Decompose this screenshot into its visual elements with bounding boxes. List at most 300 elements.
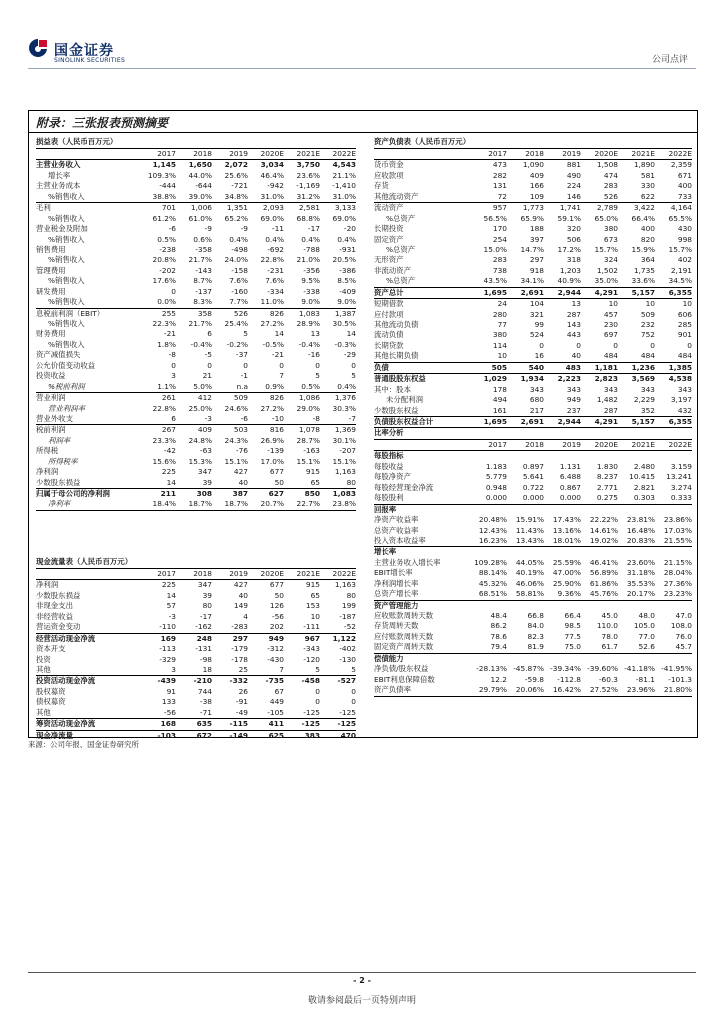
cell-value: 915 <box>305 467 320 477</box>
cell-value: 850 <box>304 489 320 498</box>
cell-value: 237 <box>566 405 581 415</box>
cell-value: -788 <box>303 244 320 254</box>
row-label: 现金净流量 <box>36 730 73 740</box>
row-label: 营运资金变动 <box>36 622 81 632</box>
cell-value: -81.1 <box>635 674 655 684</box>
cell-value: 0 <box>351 697 356 707</box>
table-row <box>36 708 356 719</box>
cell-value: 20.48% <box>478 515 507 525</box>
cell-value: 473 <box>492 160 507 170</box>
cell-value: 10 <box>310 611 320 621</box>
year-header: 2022E <box>332 569 356 578</box>
cell-value: 2,359 <box>670 160 692 170</box>
row-label: %销售收入 <box>48 339 85 349</box>
row-label: 普通股股东权益 <box>374 374 426 384</box>
cell-value: -356 <box>303 265 320 275</box>
cell-value: 0 <box>351 686 356 696</box>
row-label: 税前利润 <box>36 425 66 435</box>
cell-value: -332 <box>229 676 248 686</box>
cell-value: 65.5% <box>668 213 692 223</box>
cell-value <box>544 601 581 611</box>
cell-value: 65 <box>310 590 320 600</box>
cell-value: 14 <box>166 590 176 600</box>
cell-value: -3 <box>204 413 212 423</box>
cell-value: 2,789 <box>596 203 618 213</box>
cell-value: -112.8 <box>557 674 581 684</box>
row-label: %销售收入 <box>48 234 85 244</box>
cell-value: 0.4% <box>229 234 248 244</box>
cell-value: 0 <box>687 340 692 350</box>
table-row <box>374 255 692 265</box>
table-row <box>374 611 692 621</box>
row-label: 增长率 <box>374 547 397 557</box>
balance-year-header <box>374 149 692 160</box>
footer-rule <box>28 972 696 973</box>
year-header: 2021E <box>296 569 320 578</box>
table-row <box>374 320 692 330</box>
cell-value: -3 <box>168 611 176 621</box>
cell-value: 40.9% <box>557 276 581 286</box>
cell-value: 7.6% <box>229 276 248 286</box>
cell-value: 23.86% <box>663 515 692 525</box>
cell-value: 5 <box>315 371 320 381</box>
cell-value <box>470 451 507 461</box>
cell-value: 65.9% <box>520 213 544 223</box>
table-row <box>36 382 356 393</box>
row-label: 少数股东损益 <box>36 590 81 600</box>
cell-value: 635 <box>196 719 212 729</box>
cell-value: 27.52% <box>589 685 618 695</box>
row-label: 每股经营现金净流 <box>374 482 434 492</box>
cell-value: 15.3% <box>188 456 212 466</box>
table-row <box>374 214 692 224</box>
cell-value <box>655 547 692 557</box>
cell-value: 45.0 <box>601 611 618 620</box>
cash-flow-table <box>36 557 356 741</box>
table-row <box>374 547 692 557</box>
cell-value: -45.87% <box>513 664 544 674</box>
cell-value: 5.0% <box>193 381 212 391</box>
cell-value: 15.1% <box>224 456 248 466</box>
cell-value: 166 <box>529 181 544 191</box>
table-row <box>374 664 692 674</box>
row-label: 资产管理能力 <box>374 600 419 610</box>
cell-value: 22.7% <box>296 499 320 509</box>
cell-value: 169 <box>160 633 176 643</box>
cell-value: 7 <box>279 371 284 381</box>
cell-value: -7 <box>348 413 356 423</box>
table-row <box>36 601 356 611</box>
row-label: 长期投资 <box>374 224 404 234</box>
cell-value: -76 <box>235 446 248 456</box>
cell-value: 225 <box>161 467 176 477</box>
cell-value: -98 <box>199 654 212 664</box>
row-label: 净负债/股东权益 <box>374 664 429 674</box>
cell-value: 21.7% <box>188 319 212 328</box>
cell-value: 5.641 <box>522 472 544 482</box>
cell-value: 40 <box>238 590 248 600</box>
page-number: - 2 - <box>353 976 371 985</box>
cell-value: 400 <box>677 181 692 191</box>
cell-value: 671 <box>677 170 692 180</box>
table-row <box>374 685 692 696</box>
year-header: 2017 <box>157 149 176 158</box>
cell-value: 5 <box>243 329 248 339</box>
disclaimer: 敬请参阅最后一页特别声明 <box>307 996 416 1006</box>
row-label: 所得税率 <box>48 456 78 466</box>
cell-value: 320 <box>566 224 581 234</box>
cell-value: -60.3 <box>598 674 618 684</box>
cell-value: 109 <box>529 191 544 201</box>
cell-value: 6 <box>207 329 212 339</box>
cell-value: 211 <box>160 489 176 498</box>
cell-value: 1.183 <box>485 461 507 471</box>
cell-value: 24.6% <box>224 403 248 413</box>
cell-value: 10 <box>608 299 618 309</box>
cell-value: 15.91% <box>515 515 544 525</box>
cell-value: 0 <box>576 340 581 350</box>
cell-value: 17.43% <box>552 515 581 525</box>
cell-value: 402 <box>677 255 692 265</box>
cell-value: 297 <box>529 255 544 265</box>
cell-value: 503 <box>233 425 248 435</box>
cell-value: 701 <box>161 203 176 213</box>
cell-value: -312 <box>267 644 284 654</box>
row-label: 所得税 <box>36 446 59 456</box>
cell-value: 358 <box>197 308 212 318</box>
cell-value: 673 <box>603 234 618 244</box>
cell-value: 7.6% <box>265 276 284 286</box>
cell-value: 30.3% <box>332 403 356 413</box>
cell-value: 1,122 <box>332 633 356 643</box>
cell-value: 816 <box>269 425 284 435</box>
cell-value: -21 <box>271 350 284 360</box>
table-row <box>36 644 356 654</box>
cell-value: 14.61% <box>589 525 618 535</box>
cell-value: 50 <box>274 477 284 487</box>
cell-value: 24 <box>497 299 507 309</box>
cell-value: 330 <box>640 181 655 191</box>
cell-value <box>507 505 544 515</box>
row-label: 流动资产 <box>374 203 404 213</box>
cell-value: 411 <box>268 719 284 729</box>
cell-value: 224 <box>566 181 581 191</box>
cell-value: -329 <box>159 654 176 664</box>
cell-value: 40 <box>571 351 581 361</box>
cell-value: 27.2% <box>260 403 284 413</box>
cell-value: 20.7% <box>260 499 284 509</box>
table-row <box>374 536 692 547</box>
cell-value: -21 <box>163 329 176 339</box>
cell-value: -430 <box>267 654 284 664</box>
cell-value: 5 <box>351 664 356 674</box>
cell-value: -644 <box>195 181 212 191</box>
cell-value: 3,034 <box>260 160 284 170</box>
cell-value: 0.4% <box>337 234 356 244</box>
row-label: %总资产 <box>386 276 416 286</box>
row-label: 毛利 <box>36 203 51 213</box>
table-row <box>36 287 356 297</box>
cell-value: 540 <box>528 362 544 372</box>
table-row <box>36 171 356 181</box>
cell-value: 10.415 <box>629 472 655 482</box>
cell-value: 23.81% <box>626 515 655 525</box>
cell-value: -334 <box>267 286 284 296</box>
cell-value: 24.3% <box>224 435 248 445</box>
cell-value: 1.8% <box>157 339 176 349</box>
cell-value: 0.4% <box>265 234 284 244</box>
header-spacer <box>374 149 470 159</box>
cell-value: 15.1% <box>332 456 356 466</box>
cell-value: 490 <box>566 170 581 180</box>
brand-name-en: SINOLINK SECURITIES <box>54 57 126 64</box>
cell-value: 0.948 <box>485 482 507 492</box>
cell-value: 0 <box>171 360 176 370</box>
table-row <box>36 580 356 590</box>
table-row <box>36 612 356 622</box>
cell-value: 283 <box>492 255 507 265</box>
cell-value: 1,236 <box>631 362 655 372</box>
cell-value <box>507 547 544 557</box>
cell-value <box>655 505 692 515</box>
cell-value: 31.0% <box>332 191 356 201</box>
balance-title: 资产负债表（人民币百万元） <box>374 137 692 149</box>
cell-value: 0 <box>207 360 212 370</box>
cell-value: -91 <box>235 697 248 707</box>
row-label: 投资收益 <box>36 371 66 381</box>
cell-value <box>655 451 692 461</box>
cell-value: 25.4% <box>224 319 248 328</box>
cell-value: 738 <box>492 265 507 275</box>
year-header: 2017 <box>488 149 507 158</box>
cell-value: 21.1% <box>332 170 356 180</box>
cell-value: 31.0% <box>260 191 284 201</box>
cell-value: 998 <box>677 234 692 244</box>
cell-value: 2,581 <box>298 203 320 213</box>
cell-value: 91 <box>166 686 176 696</box>
table-row <box>36 309 356 319</box>
cell-value: 18.4% <box>152 499 176 509</box>
table-row <box>374 675 692 685</box>
cell-value: 324 <box>603 255 618 265</box>
table-row <box>374 203 692 213</box>
cell-value: 8.237 <box>596 472 618 482</box>
year-header: 2022E <box>668 149 692 158</box>
cell-value: 2,223 <box>557 374 581 384</box>
cell-value: 72 <box>497 191 507 201</box>
cell-value: 1,086 <box>298 393 320 403</box>
cell-value: 1.830 <box>596 461 618 471</box>
cell-value <box>618 451 655 461</box>
row-label: 净利率 <box>48 499 71 509</box>
cell-value: -231 <box>267 265 284 275</box>
cell-value: 48.4 <box>490 611 507 620</box>
cell-value: -942 <box>267 181 284 191</box>
cell-value: 5 <box>315 664 320 674</box>
cell-value: 109.3% <box>147 170 176 180</box>
cell-value: 146 <box>566 191 581 201</box>
cell-value: 27.2% <box>260 319 284 328</box>
row-label: 资产减值损失 <box>36 350 81 360</box>
row-label: 非流动资产 <box>374 265 411 275</box>
table-row <box>374 363 692 374</box>
cell-value: 409 <box>529 170 544 180</box>
cell-value: -37 <box>235 350 248 360</box>
cell-value: 46.06% <box>515 578 544 588</box>
year-header: 2018 <box>193 569 212 578</box>
row-label: 应收款项 <box>374 170 404 180</box>
cell-value: 168 <box>160 719 176 729</box>
cell-value: 255 <box>161 308 176 318</box>
cell-value: -56 <box>271 611 284 621</box>
cell-value: 0.867 <box>559 482 581 492</box>
cell-value: 25 <box>238 664 248 674</box>
year-header: 2021E <box>296 149 320 158</box>
cell-value: 427 <box>233 467 248 477</box>
cell-value: 12.43% <box>478 525 507 535</box>
cell-value: 318 <box>566 255 581 265</box>
cell-value: -10 <box>271 413 284 423</box>
cell-value: 3 <box>171 664 176 674</box>
table-row <box>374 654 692 664</box>
cell-value <box>655 601 692 611</box>
cell-value: -149 <box>229 730 248 740</box>
row-label: 少数股东损益 <box>36 477 81 487</box>
cell-value: 28.9% <box>296 319 320 328</box>
row-label: 利润率 <box>48 435 71 445</box>
cell-value: 470 <box>340 730 356 740</box>
cell-value <box>544 547 581 557</box>
table-row <box>36 160 356 170</box>
cell-value: 0.0% <box>157 297 176 307</box>
cell-value: 14 <box>346 329 356 339</box>
cell-value: 13.241 <box>666 472 692 482</box>
cell-value: 44.05% <box>515 557 544 567</box>
cell-value: 1,351 <box>226 203 248 213</box>
row-label: 其他流动负债 <box>374 320 419 329</box>
cell-value: -125 <box>337 719 356 729</box>
cell-value: 308 <box>196 489 212 498</box>
cell-value: 34.5% <box>668 276 692 286</box>
cell-value: 3 <box>171 371 176 381</box>
cell-value: -115 <box>229 719 248 729</box>
cashflow-title: 现金流量表（人民币百万元） <box>36 557 356 569</box>
cell-value <box>618 505 655 515</box>
table-row <box>374 568 692 578</box>
cell-value: 0.000 <box>485 493 507 503</box>
cell-value: 170 <box>492 224 507 234</box>
cell-value: -39.60% <box>587 664 618 674</box>
cell-value: 2,944 <box>557 287 581 297</box>
cell-value: 21.7% <box>188 255 212 265</box>
table-row <box>36 404 356 414</box>
cell-value: 59.1% <box>557 213 581 223</box>
income-title: 损益表（人民币百万元） <box>36 137 356 149</box>
cell-value: 1,482 <box>596 395 618 405</box>
row-label: 偿债能力 <box>374 653 404 663</box>
cell-value <box>618 654 655 664</box>
cell-value: 19.02% <box>589 535 618 545</box>
header-rule <box>28 68 696 69</box>
cell-value: 625 <box>268 730 284 740</box>
row-label: 债权募资 <box>36 697 66 707</box>
cell-value: 526 <box>233 308 248 318</box>
cell-value: 752 <box>640 330 655 340</box>
cell-value: 230 <box>603 320 618 329</box>
cell-value: -49 <box>235 707 248 717</box>
cell-value: -1 <box>240 371 248 381</box>
cell-value <box>470 547 507 557</box>
cell-value: -29 <box>343 350 356 360</box>
table-row <box>36 655 356 665</box>
cell-value: 67 <box>274 686 284 696</box>
cell-value: 680 <box>529 395 544 405</box>
table-row <box>374 526 692 536</box>
table-row <box>374 192 692 203</box>
cell-value: 1,773 <box>522 203 544 213</box>
cell-value: 5,157 <box>631 416 655 426</box>
cell-value: 1,203 <box>559 265 581 275</box>
cell-value: 13 <box>571 299 581 309</box>
cell-value: -17 <box>307 224 320 234</box>
cell-value: 23.3% <box>152 435 176 445</box>
cell-value: 0.303 <box>633 493 655 503</box>
cell-value: 66.4 <box>564 611 581 620</box>
cell-value: 46.4% <box>260 170 284 180</box>
cell-value: 2,691 <box>520 287 544 297</box>
cell-value: 22.3% <box>152 319 176 328</box>
cell-value: 443 <box>566 330 581 340</box>
cell-value: 1,741 <box>559 203 581 213</box>
cell-value: 427 <box>233 580 248 590</box>
cell-value: 0 <box>279 360 284 370</box>
cell-value: 61.2% <box>152 213 176 223</box>
cell-value: 509 <box>233 393 248 403</box>
cell-value: 44.0% <box>188 170 212 180</box>
row-label: 息税前利润（EBIT） <box>36 308 105 318</box>
cell-value: 77.5 <box>564 631 581 641</box>
cell-value: 0 <box>650 340 655 350</box>
row-label: 固定资产周转天数 <box>374 642 434 652</box>
cell-value: 56.89% <box>589 568 618 578</box>
row-label: %税前利润 <box>48 381 85 391</box>
cell-value: 8.7% <box>193 276 212 286</box>
cell-value: 77 <box>497 320 507 329</box>
cell-value: 199 <box>341 601 356 611</box>
row-label: 股权募资 <box>36 686 66 696</box>
cell-value: -59.8 <box>524 674 544 684</box>
cell-value: -0.4% <box>298 339 320 349</box>
year-header: 2022E <box>668 440 692 449</box>
cell-value: -9 <box>240 224 248 234</box>
row-label: 净资产收益率 <box>374 515 419 525</box>
cell-value: 77.0 <box>638 631 655 641</box>
cell-value: 1,090 <box>522 160 544 170</box>
cell-value: -179 <box>231 644 248 654</box>
cell-value: 45.32% <box>478 578 507 588</box>
cell-value: 347 <box>197 580 212 590</box>
row-label: 总资产增长率 <box>374 589 419 599</box>
cell-value: 58.81% <box>515 589 544 599</box>
cell-value: 20.83% <box>626 535 655 545</box>
cell-value: 114 <box>492 340 507 350</box>
cell-value: 25.6% <box>224 170 248 180</box>
cell-value: 343 <box>603 384 618 394</box>
cell-value: 68.51% <box>478 589 507 599</box>
cell-value: 20.5% <box>332 255 356 265</box>
cell-value: 409 <box>197 425 212 435</box>
cell-value: 105.0 <box>633 621 655 631</box>
